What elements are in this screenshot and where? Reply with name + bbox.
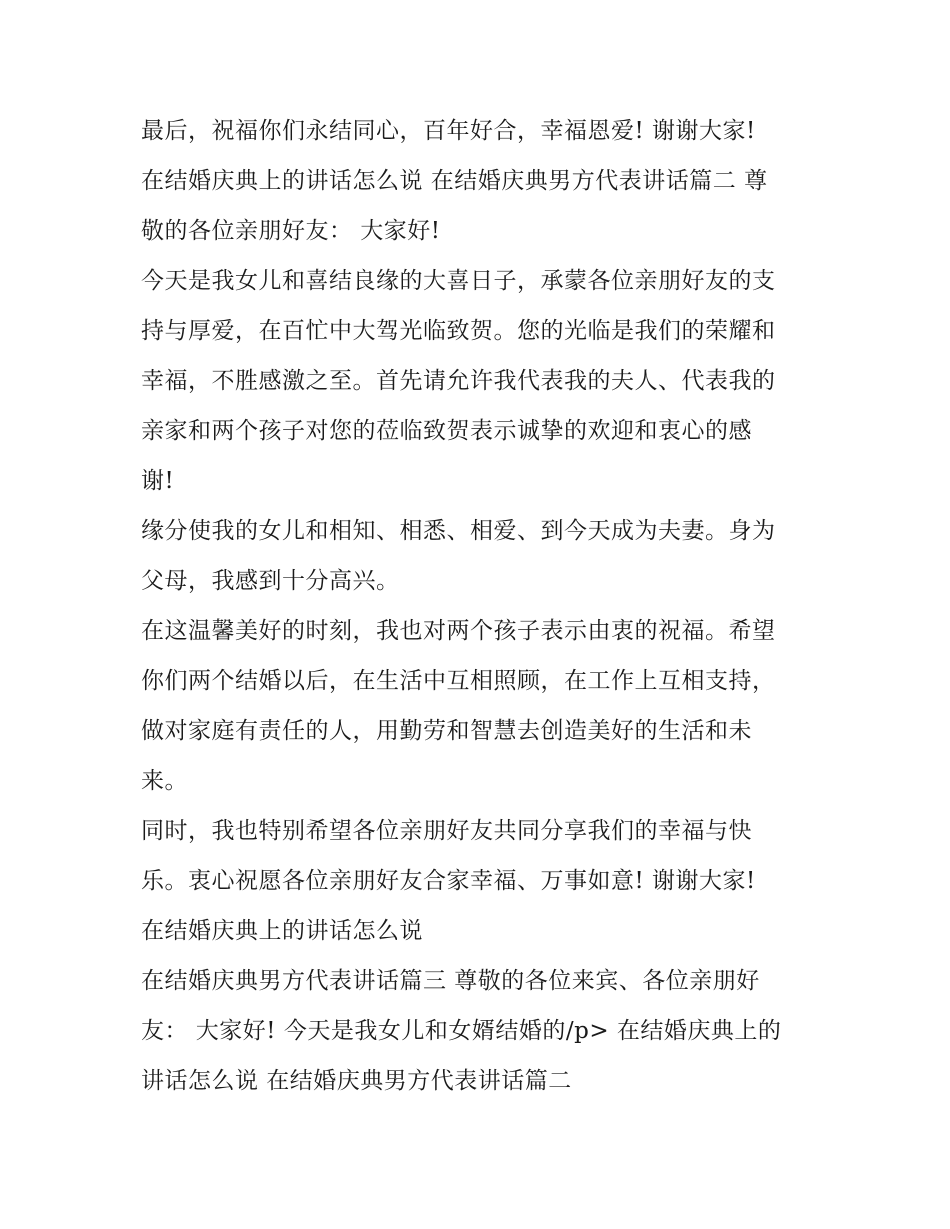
text-line: 做对家庭有责任的人，用勤劳和智慧去创造美好的生活和未: [141, 718, 752, 744]
text-line: 今天是我女儿和喜结良缘的大喜日子，承蒙各位亲朋好友的支: [141, 268, 776, 294]
text-line: 在结婚庆典上的讲话怎么说 在结婚庆典男方代表讲话篇二 尊: [141, 168, 768, 194]
document-body: [141, 106, 831, 1106]
text-line: 缘分使我的女儿和相知、相悉、相爱、到今天成为夫妻。身为: [141, 518, 776, 544]
text-line: 讲话怎么说 在结婚庆典男方代表讲话篇二: [141, 1068, 572, 1094]
text-line: 谢!: [141, 468, 175, 494]
text-line: 父母，我感到十分高兴。: [141, 568, 400, 594]
text-line: 你们两个结婚以后，在生活中互相照顾，在工作上互相支持，: [141, 668, 776, 694]
text-line: 敬的各位亲朋好友： 大家好!: [141, 218, 441, 244]
text-line: 友： 大家好! 今天是我女儿和女婿结婚的/p> 在结婚庆典上的: [141, 1018, 782, 1044]
text-line: 在结婚庆典上的讲话怎么说: [141, 918, 423, 944]
text-line: 来。: [141, 768, 188, 794]
text-line: 最后，祝福你们永结同心，百年好合，幸福恩爱! 谢谢大家!: [141, 118, 756, 144]
text-line: 在这温馨美好的时刻，我也对两个孩子表示由衷的祝福。希望: [141, 618, 776, 644]
text-line: 在结婚庆典男方代表讲话篇三 尊敬的各位来宾、各位亲朋好: [141, 968, 760, 994]
text-line: 同时，我也特别希望各位亲朋好友共同分享我们的幸福与快: [141, 818, 752, 844]
text-line: 乐。衷心祝愿各位亲朋好友合家幸福、万事如意! 谢谢大家!: [141, 868, 756, 894]
text-line: 幸福，不胜感激之至。首先请允许我代表我的夫人、代表我的: [141, 368, 776, 394]
text-line: 持与厚爱，在百忙中大驾光临致贺。您的光临是我们的荣耀和: [141, 318, 776, 344]
text-line: 亲家和两个孩子对您的莅临致贺表示诚挚的欢迎和衷心的感: [141, 418, 752, 444]
